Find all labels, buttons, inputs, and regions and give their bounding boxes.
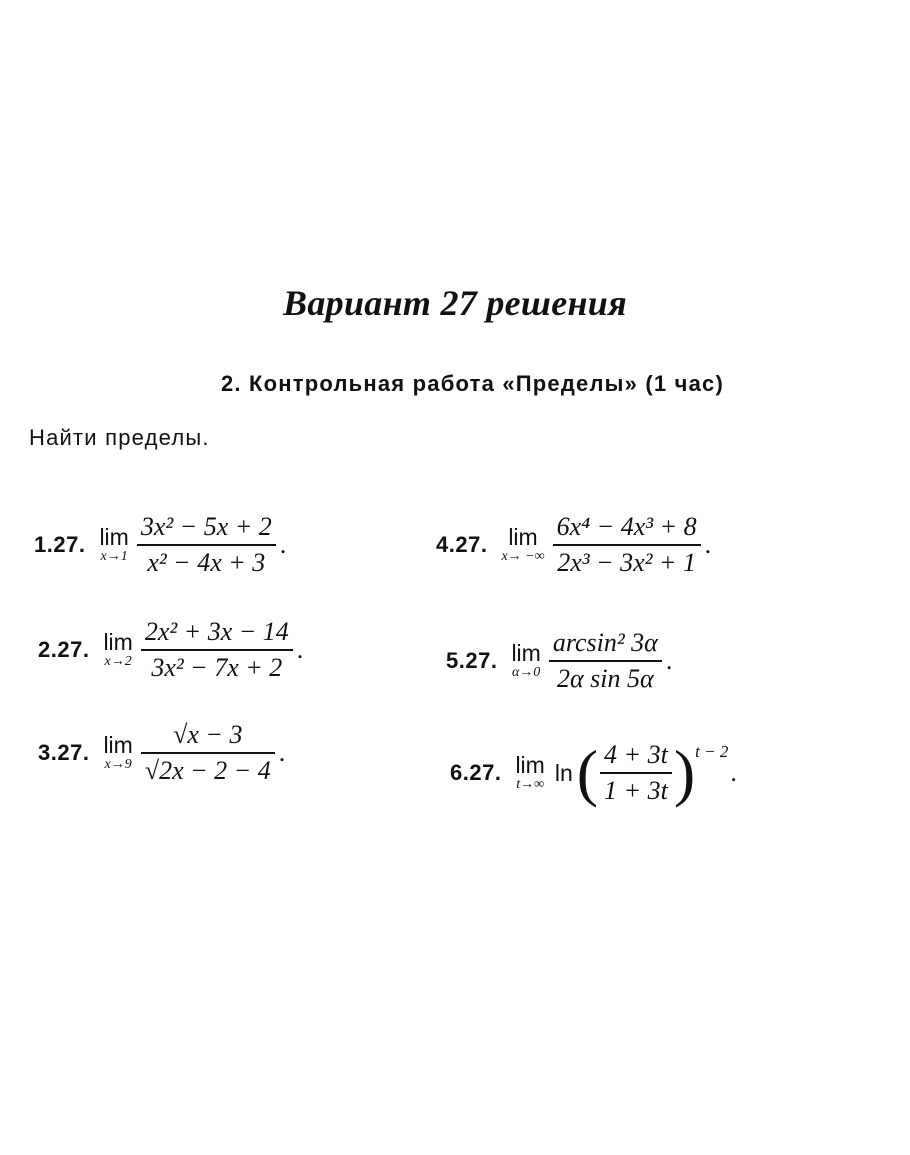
fraction (549, 628, 662, 694)
limit-subscript: t→∞ (516, 777, 545, 792)
period: . (665, 646, 673, 675)
exponent: t − 2 (695, 742, 729, 761)
numerator: 2x² + 3x − 14 (144, 617, 289, 646)
problem-2-27 (38, 617, 303, 683)
denominator: 2x³ − 3x² + 1 (557, 548, 696, 577)
limit-operator (103, 733, 132, 773)
period: . (296, 635, 304, 664)
numerator: √x − 3 (173, 720, 243, 749)
instruction-text: Найти пределы. (29, 425, 210, 450)
denominator: 1 + 3t (604, 776, 668, 805)
limit-word: lim (511, 640, 541, 666)
fraction-bar (141, 649, 293, 651)
period: . (279, 530, 287, 559)
numerator: arcsin² 3α (552, 628, 658, 657)
page-title: Вариант 27 решения (283, 283, 627, 323)
limit-word: lim (508, 524, 538, 550)
left-paren: ( (576, 737, 599, 808)
fraction (141, 720, 275, 786)
limit-operator (501, 525, 544, 565)
problem-number: 6.27. (450, 760, 502, 785)
fraction (553, 512, 701, 578)
fraction-bar (600, 772, 672, 774)
limit-operator (99, 525, 128, 565)
limit-subscript: x→9 (104, 757, 132, 772)
denominator: x² − 4x + 3 (147, 548, 266, 577)
numerator: 4 + 3t (604, 740, 668, 769)
problem-6-27 (450, 737, 737, 808)
period: . (730, 758, 737, 787)
fraction-bar (549, 660, 662, 662)
section-heading: 2. Контрольная работа «Пределы» (1 час) (220, 371, 725, 396)
problem-number: 3.27. (38, 740, 90, 765)
limit-operator (103, 630, 132, 670)
limit-subscript: x→1 (100, 549, 128, 564)
limit-subscript: x→ −∞ (501, 549, 545, 564)
denominator: 2α sin 5α (557, 664, 654, 693)
fraction-bar (137, 544, 276, 546)
limit-subscript: α→0 (511, 665, 541, 680)
limit-word: lim (515, 752, 545, 778)
denominator: 3x² − 7x + 2 (151, 653, 283, 682)
period: . (278, 738, 286, 767)
problem-1-27 (34, 512, 286, 578)
problem-number: 5.27. (446, 648, 498, 673)
period: . (704, 530, 712, 559)
limit-operator (511, 641, 540, 681)
problem-number: 2.27. (38, 637, 90, 662)
problem-4-27 (436, 512, 711, 578)
limit-word: lim (99, 524, 129, 550)
numerator: 6x⁴ − 4x³ + 8 (556, 512, 697, 541)
problem-number: 1.27. (34, 532, 86, 557)
problem-5-27 (446, 628, 672, 694)
limit-subscript: x→2 (104, 654, 132, 669)
limit-word: lim (103, 629, 133, 655)
fraction-bar (553, 544, 701, 546)
fraction (600, 740, 672, 806)
problem-number: 4.27. (436, 532, 488, 557)
fraction (141, 617, 293, 683)
limit-word: lim (103, 732, 133, 758)
numerator: 3x² − 5x + 2 (140, 512, 272, 541)
fraction (137, 512, 276, 578)
denominator: √2x − 2 − 4 (144, 756, 271, 785)
fraction-bar (141, 752, 275, 754)
ln-function: ln (554, 759, 573, 786)
right-paren: ) (673, 737, 696, 808)
problem-3-27 (38, 720, 285, 786)
limit-operator (515, 753, 544, 793)
